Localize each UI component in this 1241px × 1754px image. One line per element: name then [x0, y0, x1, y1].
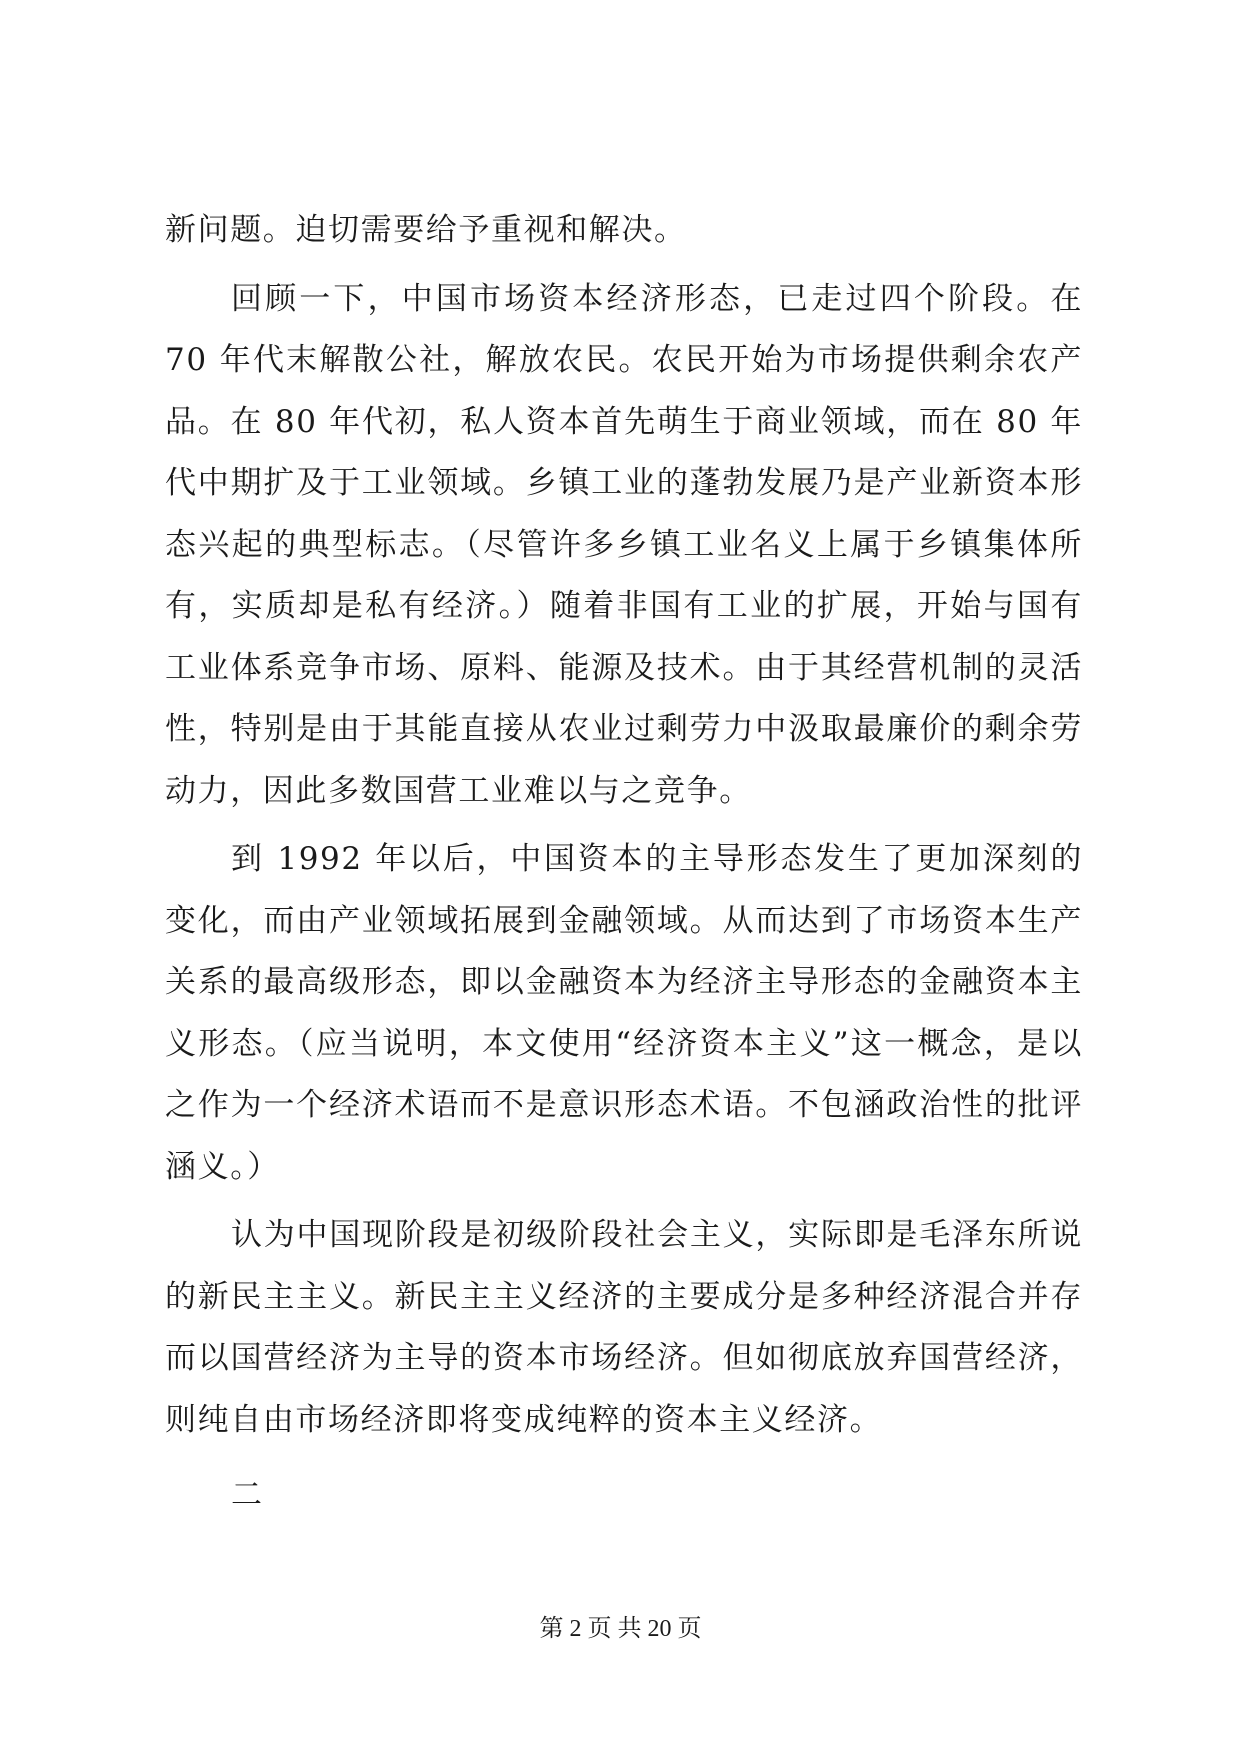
page-number-label: 第 2 页 共 20 页: [539, 1616, 702, 1642]
paragraph-2: 回顾一下，中国市场资本经济形态，已走过四个阶段。在 70 年代末解散公社，解放农民。农民开始为市场提供剩余农产品。在 80 年代初，私人资本首先萌生于商业领域，而在 80 年代中期扩及于工业领域。乡镇工业的蓬勃发展乃是产业新资本形态兴起的典型标志。（尽管许多乡镇工业名义上属于乡镇集体所有，实质却是私有经济。）随着非国有工业的扩展，开始与国有工业体系竞争市场、原料、能源及技术。由于其经营机制的灵活性，特别是由于其能直接从农业过剩劳力中汲取最廉价的剩余劳动力，因此多数国营工业难以与之竞争。: [165, 280, 1083, 809]
paragraph-4: 认为中国现阶段是初级阶段社会主义，实际即是毛泽东所说的新民主主义。新民主主义经济的主要成分是多种经济混合并存而以国营经济为主导的资本市场经济。但如彻底放弃国营经济，则纯自由市场经济即将变成纯粹的资本主义经济。: [165, 1217, 1083, 1438]
page-footer: [0, 1608, 1241, 1643]
paragraph-3: 到 1992 年以后，中国资本的主导形态发生了更加深刻的变化，而由产业领域拓展到金融领域。从而达到了市场资本生产关系的最高级形态，即以金融资本为经济主导形态的金融资本主义形态。（应当说明，本文使用“经济资本主义”这一概念，是以之作为一个经济术语而不是意识形态术语。不包涵政治性的批评涵义。）: [165, 841, 1083, 1185]
document-body: [165, 200, 1083, 1527]
paragraph-1: 新问题。迫切需要给予重视和解决。: [165, 212, 687, 248]
section-number: 二: [231, 1477, 262, 1513]
